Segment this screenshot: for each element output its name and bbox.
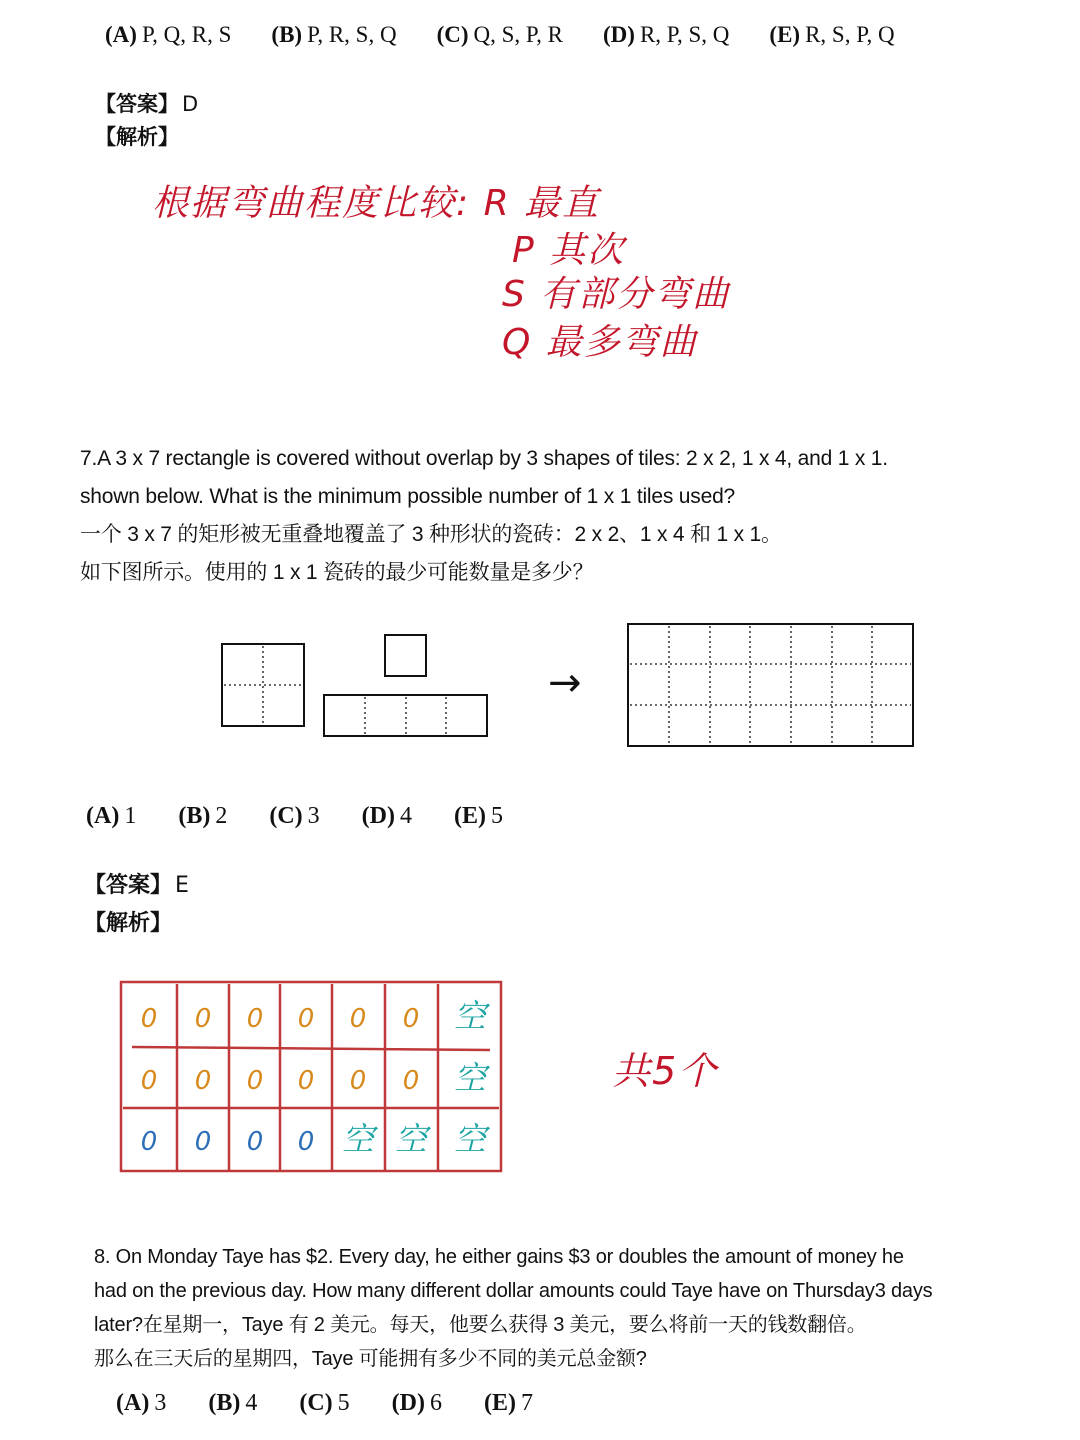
tile-1x1	[385, 635, 426, 676]
grid-mark-empty: 空	[453, 997, 487, 1035]
q8-option-b: (B) 4	[208, 1390, 258, 1416]
q8-line-3: later?在星期一，Taye 有 2 美元。每天，他要么获得 3 美元，要么将前一天的钱数翻倍。	[94, 1314, 867, 1336]
q8-line-2: had on the previous day. How many different dollar amounts could Taye have on Thursday3 days	[94, 1280, 933, 1302]
q7-option-b: (B) 2	[178, 803, 228, 829]
grid-mark-zero: 0	[246, 1004, 264, 1034]
q8-line-4: 那么在三天后的星期四，Taye 可能拥有多少不同的美元总金额?	[94, 1348, 647, 1370]
grid-mark-zero: 0	[194, 1066, 212, 1096]
grid-mark-empty: 空	[394, 1120, 428, 1158]
q7-answer-line	[84, 868, 189, 899]
grid-mark-zero: 0	[246, 1066, 264, 1096]
grid-mark-zero: 0	[349, 1004, 367, 1034]
arrow-icon: →	[548, 660, 582, 706]
q7-option-e: (E) 5	[453, 803, 503, 829]
grid-mark-zero: 0	[246, 1127, 264, 1157]
q8-line-1: 8. On Monday Taye has $2. Every day, he either gains $3 or doubles the amount of money he	[94, 1246, 904, 1268]
q6-hand-line-1: 根据弯曲程度比较: R 最直	[152, 183, 601, 224]
q8-option-c: (C) 5	[299, 1390, 350, 1416]
q6-option-a: (A) P, Q, R, S	[105, 22, 232, 47]
q7-answer-label: 【答案】	[84, 873, 173, 898]
q7-answer-value: E	[175, 873, 189, 898]
grid-mark-zero: 0	[297, 1066, 315, 1096]
q7-tiles-diagram	[0, 610, 1080, 760]
q6-answer-label: 【答案】	[95, 92, 179, 116]
q6-analysis-label: 【解析】	[95, 125, 179, 149]
grid-mark-empty: 空	[453, 1120, 487, 1158]
grid-mark-empty: 空	[453, 1059, 487, 1097]
grid-mark-zero: 0	[140, 1004, 158, 1034]
q7-analysis-label: 【解析】	[84, 911, 173, 936]
q8-question-text	[94, 1240, 932, 1376]
q6-option-b: (B) P, R, S, Q	[271, 22, 397, 47]
grid-mark-zero: 0	[194, 1004, 212, 1034]
tile-1x4	[324, 695, 487, 736]
q7-option-c: (C) 3	[269, 803, 320, 829]
q6-handwritten-explanation	[0, 0, 1080, 400]
q8-option-a: (A) 3	[116, 1390, 167, 1416]
grid-mark-zero: 0	[297, 1127, 315, 1157]
q7-line-2: shown below. What is the minimum possible number of 1 x 1 tiles used?	[80, 485, 736, 508]
q8-option-d: (D) 6	[391, 1390, 442, 1416]
grid-mark-empty: 空	[341, 1120, 375, 1158]
q8-option-e: (E) 7	[483, 1390, 533, 1416]
q6-hand-line-3: S 有部分弯曲	[502, 274, 731, 315]
q6-answer-value: D	[182, 92, 199, 116]
q7-line-3: 一个 3 x 7 的矩形被无重叠地覆盖了 3 种形状的瓷砖：2 x 2、1 x 4 和 1 x 1。	[80, 523, 782, 546]
q7-line-4: 如下图所示。使用的 1 x 1 瓷砖的最少可能数量是多少？	[80, 561, 594, 584]
grid-mark-zero: 0	[194, 1127, 212, 1157]
grid-mark-zero: 0	[140, 1066, 158, 1096]
grid-mark-zero: 0	[349, 1066, 367, 1096]
q6-option-d: (D) R, P, S, Q	[603, 22, 730, 47]
q7-question-text	[80, 440, 888, 592]
grid-mark-zero: 0	[402, 1066, 420, 1096]
q7-option-d: (D) 4	[361, 803, 412, 829]
grid-mark-zero: 0	[140, 1127, 158, 1157]
grid-mark-zero: 0	[402, 1004, 420, 1034]
q6-option-c: (C) Q, S, P, R	[436, 22, 563, 47]
q7-solution-grid	[110, 972, 510, 1182]
q8-options	[116, 1390, 533, 1417]
q7-option-a: (A) 1	[86, 803, 137, 829]
grid-mark-zero: 0	[297, 1004, 315, 1034]
q7-options	[86, 803, 503, 830]
rectangle-3x7	[628, 624, 913, 746]
q6-hand-line-4: Q 最多弯曲	[502, 322, 698, 363]
q7-line-1: 7.A 3 x 7 rectangle is covered without overlap by 3 shapes of tiles: 2 x 2, 1 x 4, and 1 x 1.	[80, 447, 888, 470]
q6-option-e: (E) R, S, P, Q	[769, 22, 895, 47]
q6-hand-line-2: P 其次	[512, 230, 626, 271]
tile-2x2	[222, 644, 304, 726]
q7-count-note: 共5个	[612, 1049, 719, 1093]
